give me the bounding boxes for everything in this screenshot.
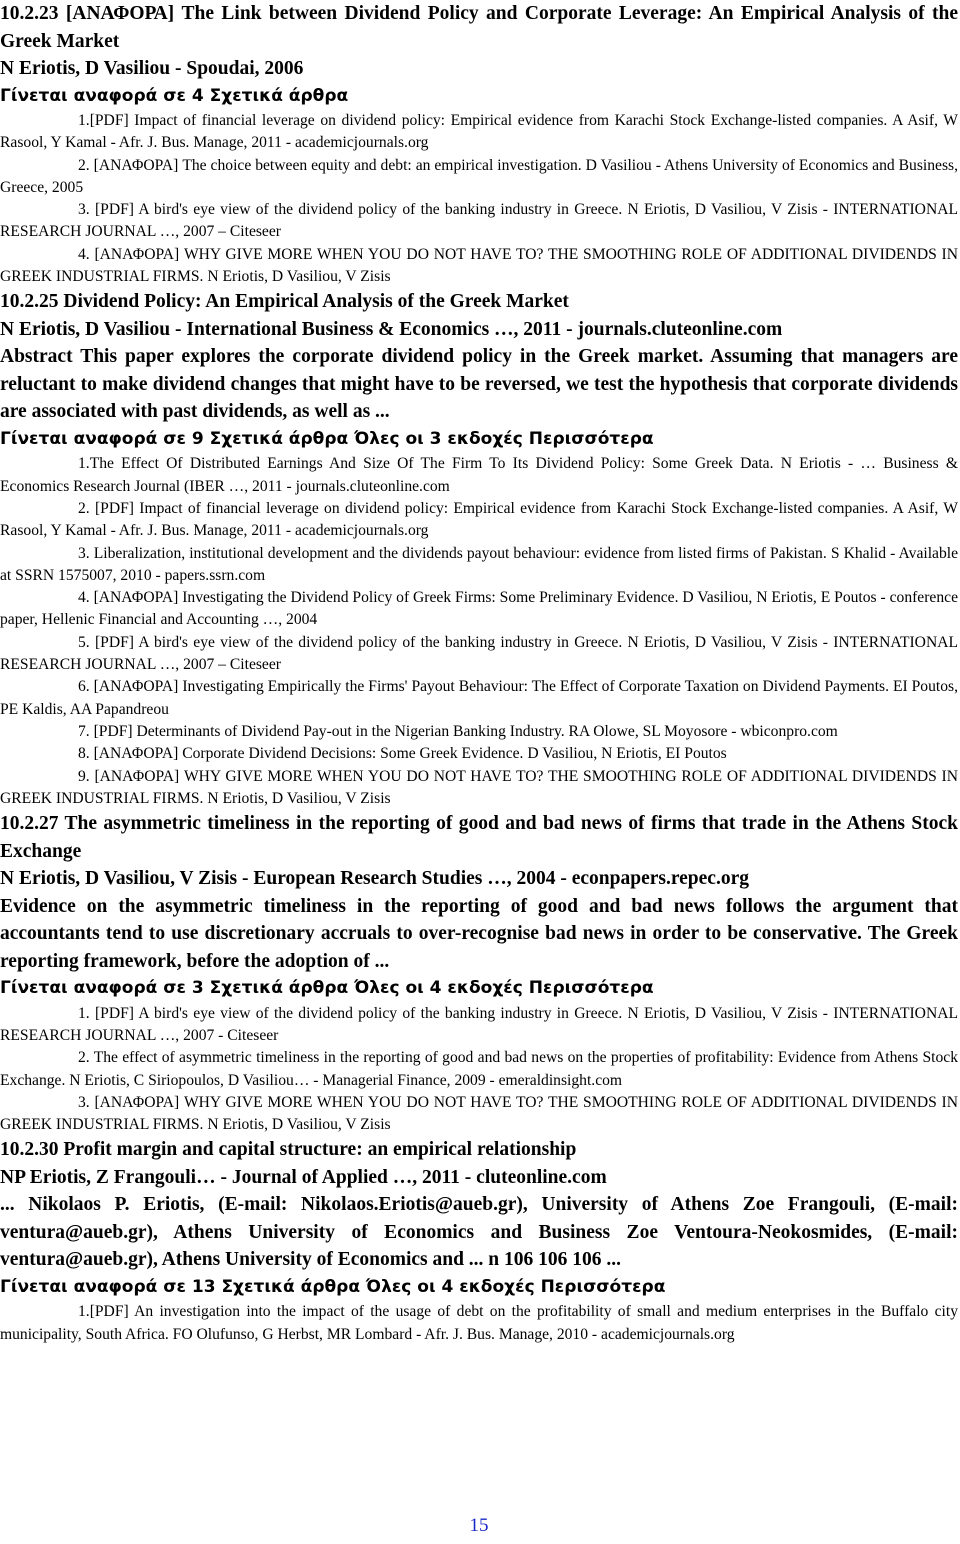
- section-10-2-27: [0, 810, 958, 1136]
- reference-item[interactable]: 1.[PDF] An investigation into the impact of the usage of debt on the profitability of small and medium enterprises in the Buffalo city municipality, South Africa. FO Olufunso, G Herbst, MR Lombard - Afr. J. Bus. Manage, 2010 - academicjournals.org: [0, 1303, 958, 1343]
- reference-item[interactable]: 1.[PDF] Impact of financial leverage on dividend policy: Empirical evidence from Karachi Stock Exchange-listed companies. A Asif, W Rasool, Y Kamal - Afr. J. Bus. Manage, 2011 - academicjournals.org: [0, 112, 958, 152]
- reference-item[interactable]: 4. [ΑΝΑΦΟΡΑ] Investigating the Dividend Policy of Greek Firms: Some Preliminary Evidence. D Vasiliou, N Eriotis, E Poutos - conference paper, Hellenic Financial and Accounting …, 2004: [0, 589, 958, 629]
- section-title: 10.2.27 The asymmetric timeliness in the reporting of good and bad news of firms that trade in the Athens Stock Exchange: [0, 813, 958, 862]
- reference-item[interactable]: 2. The effect of asymmetric timeliness in the reporting of good and bad news on the properties of profitability: Evidence from Athens Stock Exchange. N Eriotis, C Siriopoulos, D Vasiliou… - Managerial Finance, 2009 - emeraldinsight.com: [0, 1049, 958, 1089]
- section-10-2-23: [0, 0, 958, 288]
- cited-by-line[interactable]: Γίνεται αναφορά σε 9 Σχετικά άρθρα Όλες οι 3 εκδοχές Περισσότερα: [0, 428, 654, 449]
- cited-by-line[interactable]: Γίνεται αναφορά σε 4 Σχετικά άρθρα: [0, 85, 349, 106]
- page-number: 15: [469, 1515, 489, 1536]
- section-10-2-30: [0, 1136, 958, 1346]
- section-abstract: Evidence on the asymmetric timeliness in the reporting of good and bad news follows the argument that accountants tend to use discretionary accruals to over-recognise bad news in order to be conservative. The Greek reporting framework, before the adoption of ...: [0, 895, 958, 972]
- section-authors: N Eriotis, D Vasiliou - Spoudai, 2006: [0, 58, 304, 79]
- reference-item[interactable]: 2. [PDF] Impact of financial leverage on dividend policy: Empirical evidence from Karachi Stock Exchange-listed companies. A Asif, W Rasool, Y Kamal - Afr. J. Bus. Manage, 2011 - academicjournals.org: [0, 499, 958, 540]
- section-authors: N Eriotis, D Vasiliou - International Business & Economics …, 2011 - journals.cluteonline.com: [0, 318, 783, 340]
- reference-item[interactable]: 5. [PDF] A bird's eye view of the dividend policy of the banking industry in Greece. N Eriotis, D Vasiliou, V Zisis - INTERNATIONAL RESEARCH JOURNAL …, 2007 – Citeseer: [0, 633, 958, 674]
- section-title: 10.2.30 Profit margin and capital structure: an empirical relationship: [0, 1139, 577, 1161]
- reference-item[interactable]: 9. [ΑΝΑΦΟΡΑ] WHY GIVE MORE WHEN YOU DO NOT HAVE TO? THE SMOOTHING ROLE OF ADDITIONAL DIVIDENDS IN GREEK INDUSTRIAL FIRMS. N Eriotis, D Vasiliou, V Zisis: [0, 767, 958, 807]
- reference-item[interactable]: 1.The Effect Of Distributed Earnings And Size Of The Firm To Its Dividend Policy: Some Greek Data. N Eriotis - … Business & Economics Research Journal (IBER …, 2011 - journals.cluteonline.com: [0, 455, 958, 495]
- section-10-2-25: [0, 288, 958, 810]
- reference-item[interactable]: 3. Liberalization, institutional development and the dividends payout behaviour: evidence from listed firms of Pakistan. S Khalid - Available at SSRN 1575007, 2010 - papers.ssrn.com: [0, 544, 958, 584]
- cited-by-line[interactable]: Γίνεται αναφορά σε 13 Σχετικά άρθρα Όλες οι 4 εκδοχές Περισσότερα: [0, 1276, 666, 1297]
- reference-item[interactable]: 1. [PDF] A bird's eye view of the dividend policy of the banking industry in Greece. N Eriotis, D Vasiliou, V Zisis - INTERNATIONAL RESEARCH JOURNAL …, 2007 - Citeseer: [0, 1004, 958, 1044]
- reference-item[interactable]: 3. [ΑΝΑΦΟΡΑ] WHY GIVE MORE WHEN YOU DO NOT HAVE TO? THE SMOOTHING ROLE OF ADDITIONAL DIVIDENDS IN GREEK INDUSTRIAL FIRMS. N Eriotis, D Vasiliou, V Zisis: [0, 1093, 958, 1134]
- section-abstract: Abstract This paper explores the corporate dividend policy in the Greek market. Assuming that managers are reluctant to make dividend changes that might have to be reversed, we test the hypothesis that corporate dividends are associated with past dividends, as well as ...: [0, 346, 958, 423]
- reference-item[interactable]: 8. [ΑΝΑΦΟΡΑ] Corporate Dividend Decisions: Some Greek Evidence. D Vasiliou, N Eriotis, EI Poutos: [78, 745, 727, 763]
- section-abstract: ... Nikolaos P. Eriotis, (E-mail: Nikolaos.Eriotis@aueb.gr), University of Athens Zoe Frangouli, (E-mail: ventura@aueb.gr), Athens University of Economics and Business Zoe Ventoura-Neokosmides, (E-mail: ventura@aueb.gr), Athens University of Economics and ... n 106 106 106 ...: [0, 1194, 958, 1271]
- reference-item[interactable]: 3. [PDF] A bird's eye view of the dividend policy of the banking industry in Greece. N Eriotis, D Vasiliou, V Zisis - INTERNATIONAL RESEARCH JOURNAL …, 2007 – Citeseer: [0, 201, 958, 241]
- section-title: 10.2.23 [ΑΝΑΦΟΡΑ] The Link between Dividend Policy and Corporate Leverage: An Empirical Analysis of the Greek Market: [0, 3, 958, 52]
- cited-by-line[interactable]: Γίνεται αναφορά σε 3 Σχετικά άρθρα Όλες οι 4 εκδοχές Περισσότερα: [0, 978, 654, 999]
- reference-item[interactable]: 7. [PDF] Determinants of Dividend Pay-out in the Nigerian Banking Industry. RA Olowe, SL Moyosore - wbiconpro.com: [78, 722, 838, 740]
- reference-item[interactable]: 4. [ΑΝΑΦΟΡΑ] WHY GIVE MORE WHEN YOU DO NOT HAVE TO? THE SMOOTHING ROLE OF ADDITIONAL DIVIDENDS IN GREEK INDUSTRIAL FIRMS. N Eriotis, D Vasiliou, V Zisis: [0, 245, 958, 286]
- section-title: 10.2.25 Dividend Policy: An Empirical Analysis of the Greek Market: [0, 291, 569, 313]
- section-authors: NP Eriotis, Z Frangouli… - Journal of Applied …, 2011 - cluteonline.com: [0, 1166, 607, 1188]
- reference-item[interactable]: 6. [ΑΝΑΦΟΡΑ] Investigating Empirically the Firms' Payout Behaviour: The Effect of Corporate Taxation on Dividend Payments. EI Poutos, PE Kaldis, AA Papandreou: [0, 678, 958, 718]
- section-authors: N Eriotis, D Vasiliou, V Zisis - European Research Studies …, 2004 - econpapers.repec.org: [0, 868, 749, 890]
- reference-item[interactable]: 2. [ΑΝΑΦΟΡΑ] The choice between equity and debt: an empirical investigation. D Vasiliou - Athens University of Economics and Business, Greece, 2005: [0, 156, 958, 196]
